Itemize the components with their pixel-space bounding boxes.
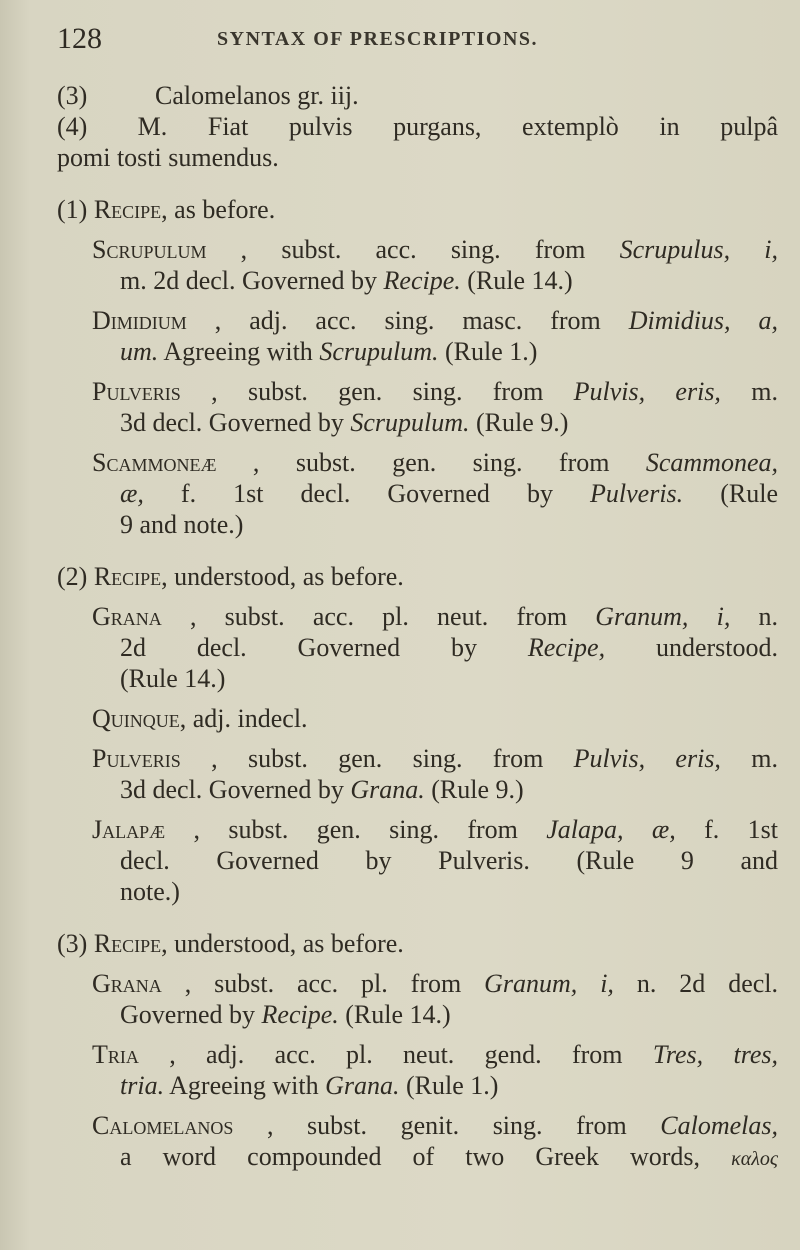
text-segment: (3): [57, 81, 88, 110]
parsing-entry: [57, 1039, 778, 1101]
prescription-text: [57, 80, 778, 173]
headword: Grana: [92, 602, 162, 631]
text-segment: m. 2d decl. Governed by: [120, 266, 384, 295]
text-segment: (Rule: [720, 479, 778, 508]
text-segment: (Rule 1.): [438, 337, 538, 366]
text-segment: Governed by: [120, 1000, 262, 1029]
italic-text: Granum, i,: [484, 969, 614, 998]
running-header: [57, 22, 777, 62]
headword: Jalapæ: [92, 815, 166, 844]
italic-text: Recipe.: [261, 1000, 339, 1029]
text-line: [57, 999, 778, 1030]
italic-text: Scrupulus, i,: [619, 235, 778, 264]
parsing-entry: [57, 234, 778, 296]
headword: Scrupulum: [92, 235, 207, 264]
text-segment: 2d decl. Governed by: [120, 633, 528, 662]
text-line: [57, 509, 778, 540]
text-segment: , subst. acc. pl. from: [184, 969, 485, 998]
italic-text: Granum, i,: [595, 602, 731, 631]
text-segment: , subst. acc. pl. neut. from: [189, 602, 596, 631]
parsing-entry: [57, 703, 778, 734]
headword: Scammoneæ: [92, 448, 217, 477]
italic-text: Tres, tres,: [652, 1040, 778, 1069]
text-segment: , subst. gen. sing. from: [252, 448, 646, 477]
headword: Pulveris: [92, 744, 181, 773]
italic-text: Scrupulum.: [319, 337, 439, 366]
text-line: [57, 1110, 778, 1141]
text-line: [57, 1070, 778, 1101]
text-segment: , adj. acc. pl. neut. gend. from: [169, 1040, 653, 1069]
text-segment: (Rule 9.): [424, 775, 524, 804]
text-line: [57, 1039, 778, 1070]
text-line: [57, 305, 778, 336]
page-number: 128: [57, 22, 102, 55]
text-segment: M. Fiat pulvis purgans, extemplò in pulpâ: [137, 112, 778, 141]
text-line: [57, 194, 778, 225]
text-segment: (1): [57, 195, 94, 224]
text-line: [57, 111, 778, 142]
headword: Quinque: [92, 704, 180, 733]
text-line: [57, 234, 778, 265]
text-segment: m.: [751, 744, 778, 773]
text-segment: , subst. acc. sing. from: [240, 235, 620, 264]
text-segment: (Rule 14.): [338, 1000, 451, 1029]
headword: Recipe: [93, 929, 162, 958]
text-segment: , as before.: [161, 195, 276, 224]
text-line: [57, 447, 778, 478]
text-segment: (2): [57, 562, 94, 591]
text-line: [57, 142, 778, 173]
text-segment: pomi tosti sumendus.: [57, 143, 279, 172]
parsing-entry: [57, 814, 778, 907]
text-line: [57, 632, 778, 663]
text-segment: (Rule 14.): [120, 664, 226, 693]
text-segment: καλος: [731, 1148, 778, 1170]
text-line: [57, 703, 778, 734]
italic-text: Scrupulum.: [350, 408, 470, 437]
text-segment: (Rule 14.): [460, 266, 573, 295]
text-segment: (Rule 1.): [399, 1071, 499, 1100]
text-segment: 3d decl. Governed by: [120, 775, 351, 804]
text-line: [57, 968, 778, 999]
italic-text: Recipe.: [383, 266, 461, 295]
parsing-entry: [57, 743, 778, 805]
text-line: [57, 561, 778, 592]
text-segment: decl. Governed by Pulveris. (Rule 9 and: [120, 846, 778, 875]
text-line: [57, 774, 778, 805]
parsing-entry: [57, 601, 778, 694]
italic-text: um.: [120, 337, 159, 366]
parsing-entry: [57, 968, 778, 1030]
text-segment: , subst. gen. sing. from: [211, 377, 574, 406]
text-segment: , subst. gen. sing. from: [211, 744, 574, 773]
text-segment: f. 1st: [704, 815, 778, 844]
text-segment: (3): [57, 929, 94, 958]
headword: Pulveris: [92, 377, 181, 406]
parsing-entry: [57, 447, 778, 540]
italic-text: Pulveris.: [590, 479, 684, 508]
text-segment: a word compounded of two Greek words,: [120, 1142, 732, 1171]
text-line: [57, 407, 778, 438]
italic-text: æ,: [120, 479, 144, 508]
headword: Grana: [92, 969, 162, 998]
page-body: [57, 80, 778, 1172]
section-heading: [57, 561, 778, 592]
text-segment: 9 and note.): [120, 510, 244, 539]
headword: Calomelanos: [92, 1111, 234, 1140]
running-title: SYNTAX OF PRESCRIPTIONS.: [217, 28, 539, 50]
section-heading: [57, 928, 778, 959]
italic-text: Recipe,: [527, 633, 606, 662]
text-segment: , understood, as before.: [161, 562, 404, 591]
italic-text: Calomelas,: [660, 1111, 778, 1140]
italic-text: Dimidius, a,: [628, 306, 778, 335]
headword: Tria: [92, 1040, 139, 1069]
text-line: [57, 663, 778, 694]
text-line: [57, 814, 778, 845]
text-segment: Agreeing with: [158, 337, 320, 366]
text-line: [57, 928, 778, 959]
text-segment: (4): [57, 112, 88, 141]
text-segment: (Rule 9.): [469, 408, 569, 437]
italic-text: Scammonea,: [645, 448, 778, 477]
section-heading: [57, 194, 778, 225]
text-segment: m.: [751, 377, 778, 406]
parsing-entry: [57, 1110, 778, 1172]
parsing-entry: [57, 305, 778, 367]
text-segment: note.): [120, 877, 180, 906]
text-line: [57, 265, 778, 296]
text-segment: understood.: [655, 633, 778, 662]
headword: Recipe: [93, 195, 162, 224]
text-segment: n. 2d decl.: [636, 969, 778, 998]
text-segment: f. 1st decl. Governed by: [180, 479, 591, 508]
italic-text: Pulvis, eris,: [573, 744, 721, 773]
text-segment: , adj. indecl.: [179, 704, 308, 733]
text-segment: , adj. acc. sing. masc. from: [214, 306, 629, 335]
text-line: [57, 336, 778, 367]
italic-text: Grana.: [350, 775, 425, 804]
parsing-entry: [57, 376, 778, 438]
italic-text: Pulvis, eris,: [573, 377, 721, 406]
headword: Dimidium: [92, 306, 187, 335]
text-segment: , subst. gen. sing. from: [193, 815, 547, 844]
text-line: [57, 876, 778, 907]
text-line: [57, 478, 778, 509]
headword: Recipe: [93, 562, 162, 591]
text-line: [57, 376, 778, 407]
text-segment: Calomelanos gr. iij.: [155, 81, 359, 110]
text-line: [57, 1141, 778, 1172]
text-line: [57, 845, 778, 876]
text-segment: Agreeing with: [164, 1071, 326, 1100]
italic-text: Grana.: [325, 1071, 400, 1100]
text-line: [57, 601, 778, 632]
text-line: [57, 80, 778, 111]
text-line: [57, 743, 778, 774]
italic-text: Jalapa, æ,: [546, 815, 676, 844]
text-segment: 3d decl. Governed by: [120, 408, 351, 437]
italic-text: tria.: [120, 1071, 165, 1100]
text-segment: , subst. genit. sing. from: [266, 1111, 661, 1140]
text-segment: n.: [758, 602, 778, 631]
text-segment: , understood, as before.: [161, 929, 404, 958]
